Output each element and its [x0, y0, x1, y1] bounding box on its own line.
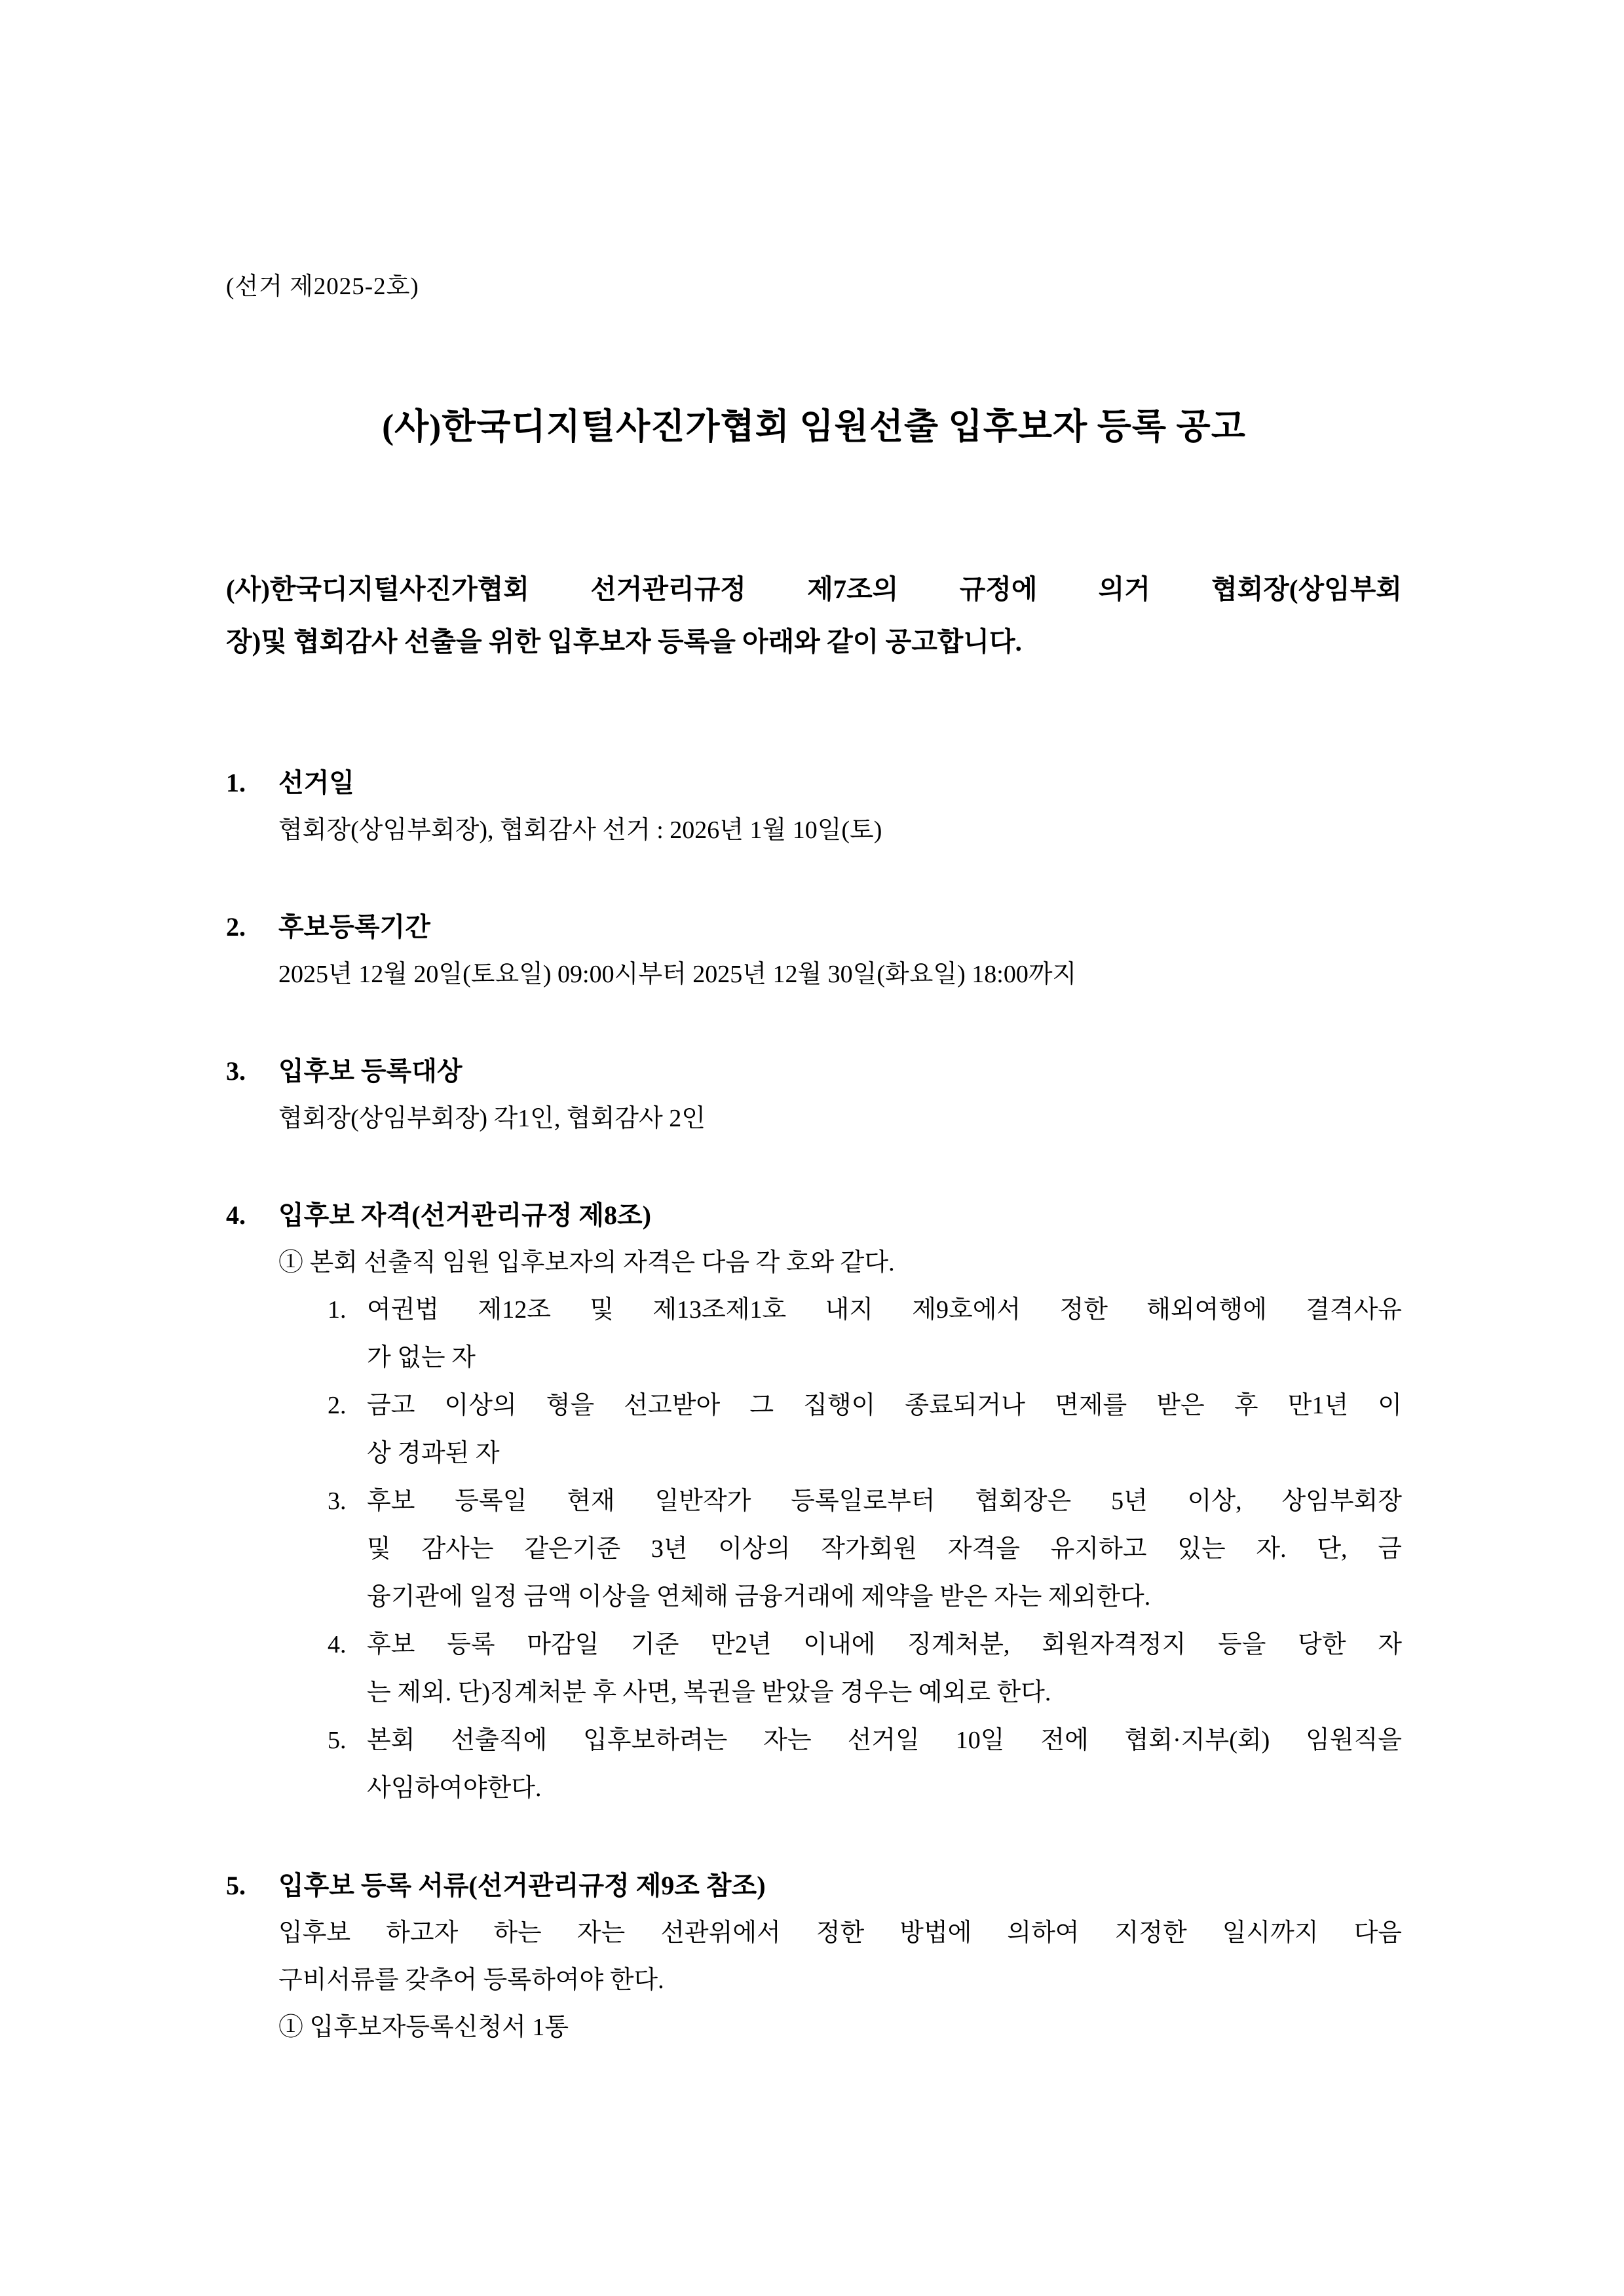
section-number: 1.: [226, 768, 246, 797]
section-label: 입후보 자격(선거관리규정 제8조): [278, 1200, 651, 1230]
text-line: 입후보 하고자 하는 자는 선관위에서 정한 방법에 의하여 지정한 일시까지 다음: [278, 1919, 1402, 1947]
text-line: 구비서류를 갖추어 등록하여야 한다.: [278, 1966, 664, 1994]
section-heading: [226, 1192, 1402, 1239]
section-number: 5.: [226, 1871, 246, 1900]
section-registration-documents: [226, 1862, 1402, 2051]
doc-number: (선거 제2025-2호): [226, 273, 419, 300]
sub-item-lines: [367, 1286, 1402, 1382]
section-body: 협회장(상임부회장), 협회감사 선거 : 2026년 1월 10일(토): [278, 816, 882, 844]
circled-item: ① 본회 선출직 임원 입후보자의 자격은 다음 각 호와 같다.: [278, 1249, 895, 1276]
section-heading: [226, 1048, 1402, 1095]
section-number: 2.: [226, 912, 246, 942]
text-line: 여권법 제12조 및 제13조제1호 내지 제9호에서 정한 해외여행에 결격사유: [367, 1296, 1402, 1324]
section-registration-target: [226, 1048, 1402, 1142]
section-body: 2025년 12월 20일(토요일) 09:00시부터 2025년 12월 30일(화요일) 18:00까지: [278, 961, 1077, 988]
text-line: 본회 선출직에 입후보하려는 자는 선거일 10일 전에 협회·지부(회) 임원직을: [367, 1727, 1402, 1754]
sub-item-number: 1.: [328, 1296, 347, 1324]
sub-item: [328, 1717, 1402, 1812]
text-line: 후보 등록일 현재 일반작가 등록일로부터 협회장은 5년 이상, 상임부회장: [367, 1487, 1402, 1515]
sub-item-lines: [367, 1717, 1402, 1812]
circled-item: ① 입후보자등록신청서 1통: [278, 2014, 569, 2041]
section-heading: [226, 904, 1402, 951]
sub-item-lines: [367, 1382, 1402, 1478]
sub-item-number: 5.: [328, 1727, 347, 1754]
intro-paragraph: [226, 563, 1402, 668]
sub-item: [328, 1621, 1402, 1717]
sub-item-lines: [367, 1478, 1402, 1621]
text-line: 융기관에 일정 금액 이상을 연체해 금융거래에 제약을 받은 자는 제외한다.: [367, 1583, 1151, 1611]
text-line: 장)및 협회감사 선출을 위한 입후보자 등록을 아래와 같이 공고합니다.: [226, 626, 1022, 657]
sub-item-number: 3.: [328, 1487, 347, 1515]
section-candidate-qualification: [226, 1192, 1402, 1812]
text-line: 및 감사는 같은기준 3년 이상의 작가회원 자격을 유지하고 있는 자. 단, 금: [367, 1535, 1402, 1563]
text-line: 후보 등록 마감일 기준 만2년 이내에 징계처분, 회원자격정지 등을 당한 자: [367, 1631, 1402, 1658]
text-line: 는 제외. 단)징계처분 후 사면, 복권을 받았을 경우는 예외로 한다.: [367, 1679, 1051, 1706]
sub-item: [328, 1478, 1402, 1621]
text-line: 상 경과된 자: [367, 1440, 500, 1467]
section-label: 후보등록기간: [278, 912, 430, 942]
section-body: 협회장(상임부회장) 각1인, 협회감사 2인: [278, 1105, 706, 1132]
section-election-date: [226, 759, 1402, 854]
section-label: 선거일: [278, 768, 354, 797]
text-line: (사)한국디지털사진가협회 선거관리규정 제7조의 규정에 의거 협회장(상임부회: [226, 574, 1402, 604]
section-heading: [226, 759, 1402, 807]
section-registration-period: [226, 904, 1402, 998]
section-body: [278, 1909, 1402, 2004]
sub-item: [328, 1382, 1402, 1478]
section-label: 입후보 등록대상: [278, 1056, 463, 1086]
section-number: 4.: [226, 1200, 246, 1230]
text-line: 가 없는 자: [367, 1344, 476, 1371]
sub-item-number: 2.: [328, 1392, 347, 1419]
text-line: 금고 이상의 형을 선고받아 그 집행이 종료되거나 면제를 받은 후 만1년 이: [367, 1392, 1402, 1419]
page-title: (사)한국디지털사진가협회 임원선출 입후보자 등록 공고: [382, 407, 1246, 446]
text-line: 사임하여야한다.: [367, 1774, 542, 1802]
sub-item-lines: [367, 1621, 1402, 1717]
section-number: 3.: [226, 1056, 246, 1086]
section-label: 입후보 등록 서류(선거관리규정 제9조 참조): [278, 1871, 766, 1900]
sub-item: [328, 1286, 1402, 1382]
section-heading: [226, 1862, 1402, 1909]
sub-item-number: 4.: [328, 1631, 347, 1658]
